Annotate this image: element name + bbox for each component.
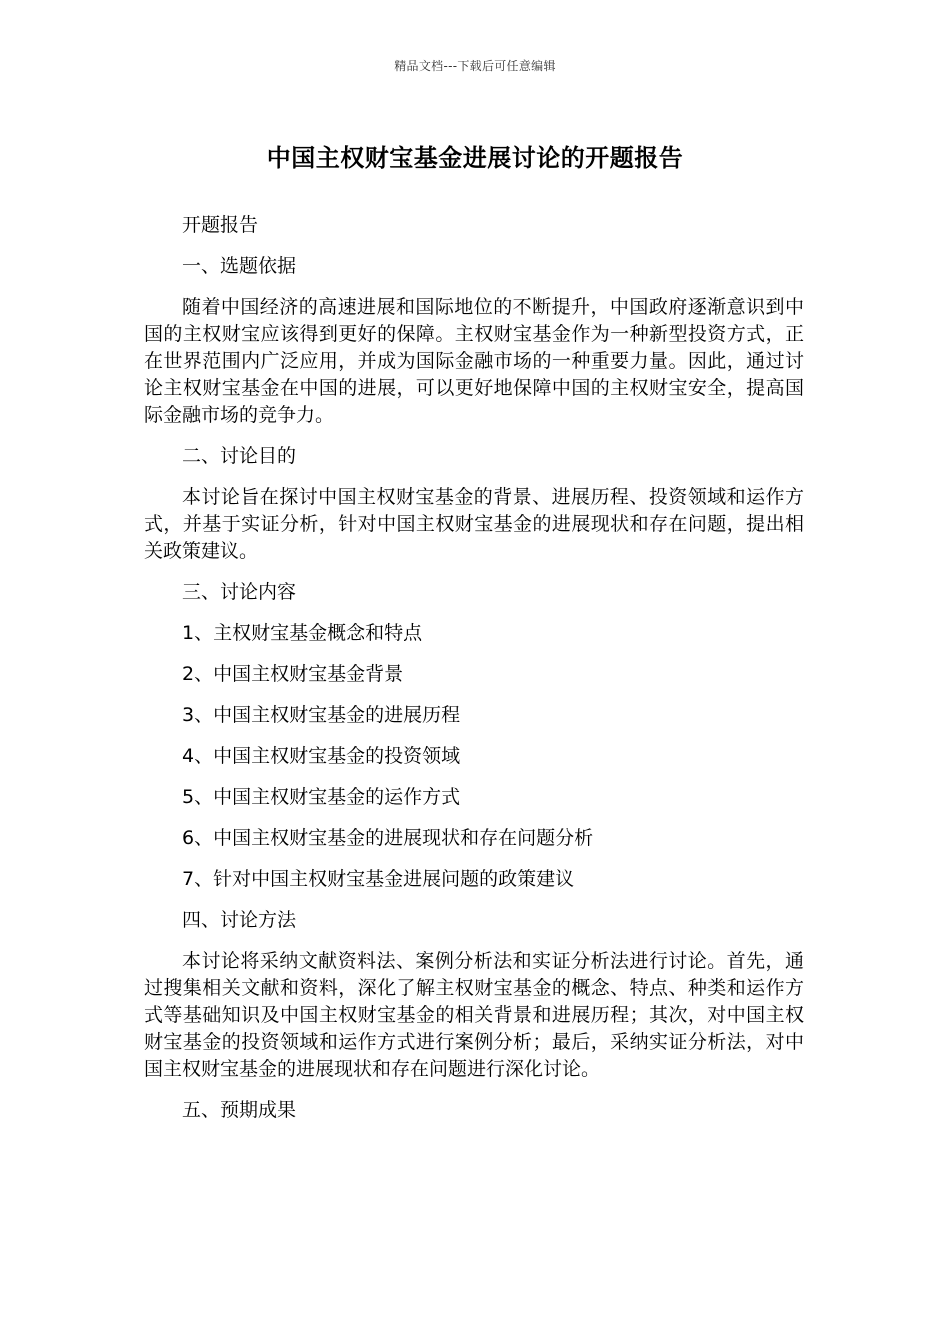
list-item: 6、中国主权财宝基金的进展现状和存在问题分析 [182,827,594,849]
list-item: 2、中国主权财宝基金背景 [182,663,404,685]
page-header: 精品文档---下载后可任意编辑 [394,59,556,73]
list-item: 1、主权财宝基金概念和特点 [182,622,423,644]
list-item: 3、中国主权财宝基金的进展历程 [182,704,461,726]
section-heading-basis: 一、选题依据 [182,255,297,277]
section-label-report: 开题报告 [182,214,259,236]
list-item: 7、针对中国主权财宝基金进展问题的政策建议 [182,868,575,890]
list-item: 4、中国主权财宝基金的投资领域 [182,745,461,767]
section-heading-method: 四、讨论方法 [182,909,297,931]
section-heading-purpose: 二、讨论目的 [182,445,297,467]
document-title: 中国主权财宝基金进展讨论的开题报告 [266,144,684,172]
paragraph-method: 本讨论将采纳文献资料法、案例分析法和实证分析法进行讨论。首先，通过搜集相关文献和资料，深化了解主权财宝基金的概念、特点、种类和运作方式等基础知识及中国主权财宝基金的相关背景和进展历程；其次，对中国主权财宝基金的投资领域和运作方式进行案例分析；最后，采纳实证分析法，对中国主权财宝基金的进展现状和存在问题进行深化讨论。 [144,950,804,1080]
list-item: 5、中国主权财宝基金的运作方式 [182,786,461,808]
section-heading-content: 三、讨论内容 [182,581,297,603]
document-body [144,212,804,1138]
paragraph-basis: 随着中国经济的高速进展和国际地位的不断提升，中国政府逐渐意识到中国的主权财宝应该得到更好的保障。主权财宝基金作为一种新型投资方式，正在世界范围内广泛应用，并成为国际金融市场的一种重要力量。因此，通过讨论主权财宝基金在中国的进展，可以更好地保障中国的主权财宝安全，提高国际金融市场的竞争力。 [144,296,804,426]
paragraph-purpose: 本讨论旨在探讨中国主权财宝基金的背景、进展历程、投资领域和运作方式，并基于实证分析，针对中国主权财宝基金的进展现状和存在问题，提出相关政策建议。 [144,486,804,562]
section-heading-results: 五、预期成果 [182,1099,297,1121]
